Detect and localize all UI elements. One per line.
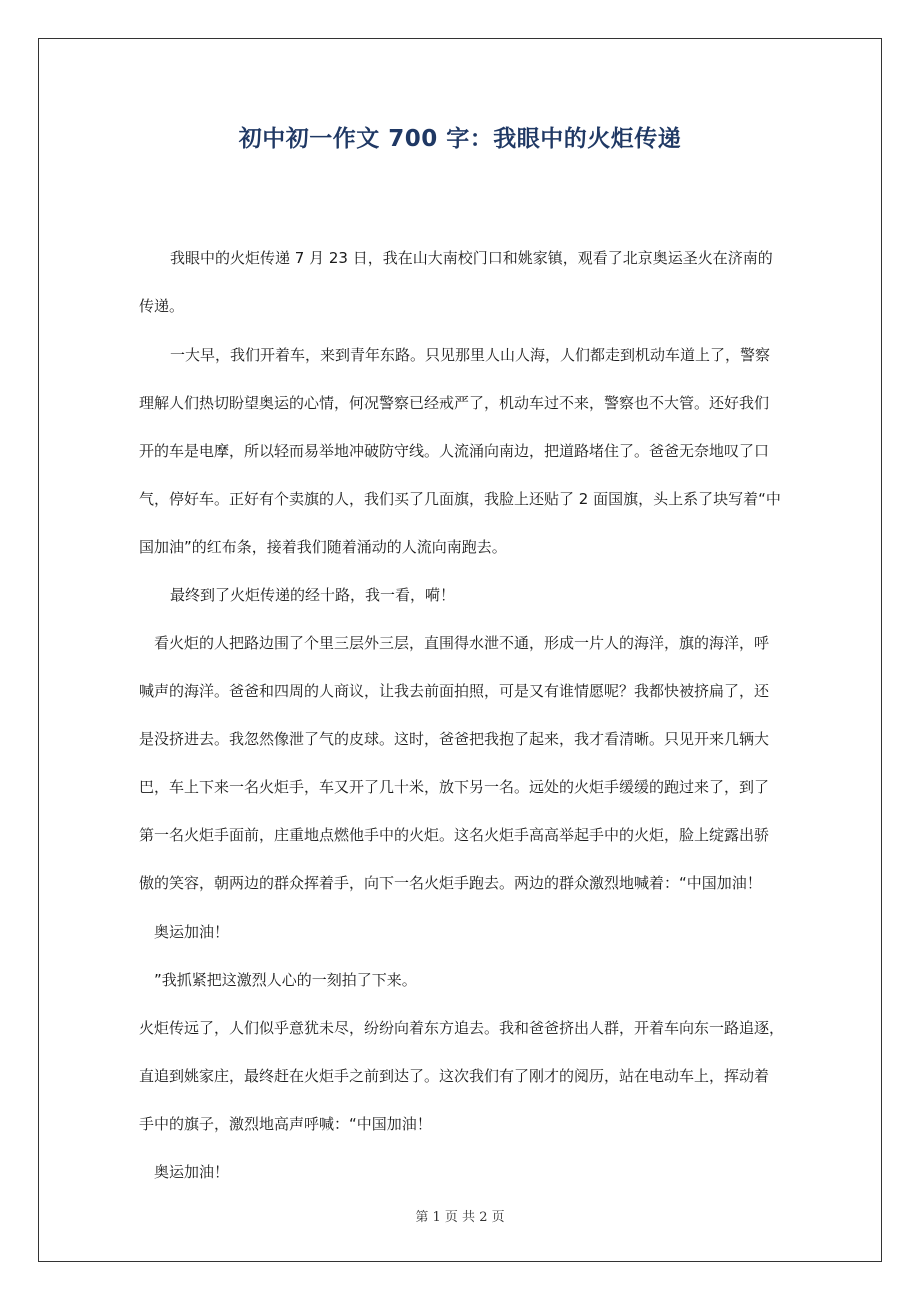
text-line: 巴，车上下来一名火炬手，车又开了几十米，放下另一名。远处的火炬手缓缓的跑过来了，到了 [139,778,770,796]
text-line: ”我抓紧把这激烈人心的一刻拍了下来。 [154,971,417,989]
text-line: 火炬传远了，人们似乎意犹未尽，纷纷向着东方追去。我和爸爸挤出人群，开着车向东一路追逐， [139,1019,785,1037]
text-line: 奥运加油！ [154,1163,230,1181]
text-line: 奥运加油！ [154,923,230,941]
text-line: 手中的旗子，激烈地高声呼喊：“中国加油！ [139,1115,432,1133]
text-line: 气，停好车。正好有个卖旗的人，我们买了几面旗，我脸上还贴了 2 面国旗，头上系了块写着“中 [139,490,781,508]
page-number-footer: 第 1 页 共 2 页 [415,1210,505,1225]
text-line: 喊声的海洋。爸爸和四周的人商议，让我去前面拍照，可是又有谁情愿呢？我都快被挤扁了，还 [139,682,770,700]
text-line: 开的车是电摩，所以轻而易举地冲破防守线。人流涌向南边，把道路堵住了。爸爸无奈地叹了口 [139,442,770,460]
text-line: 看火炬的人把路边围了个里三层外三层，直围得水泄不通，形成一片人的海洋，旗的海洋，呼 [154,634,770,652]
text-line: 我眼中的火炬传递 7 月 23 日，我在山大南校门口和姚家镇，观看了北京奥运圣火在济南的 [170,249,773,267]
text-line: 国加油”的红布条，接着我们随着涌动的人流向南跑去。 [139,538,507,556]
text-line: 最终到了火炬传递的经十路，我一看，嗬！ [170,586,456,604]
text-line: 直追到姚家庄，最终赶在火炬手之前到达了。这次我们有了刚才的阅历，站在电动车上，挥动着 [139,1067,770,1085]
text-line: 理解人们热切盼望奥运的心情，何况警察已经戒严了，机动车过不来，警察也不大管。还好我们 [139,394,770,412]
document-title: 初中初一作文 700 字：我眼中的火炬传递 [238,126,682,152]
text-line: 是没挤进去。我忽然像泄了气的皮球。这时，爸爸把我抱了起来，我才看清晰。只见开来几辆大 [139,730,770,748]
text-line: 傲的笑容，朝两边的群众挥着手，向下一名火炬手跑去。两边的群众激烈地喊着：“中国加油！ [139,874,762,892]
text-line: 传递。 [139,297,185,315]
text-line: 第一名火炬手面前，庄重地点燃他手中的火炬。这名火炬手高高举起手中的火炬，脸上绽露出骄 [139,826,770,844]
text-line: 一大早，我们开着车，来到青年东路。只见那里人山人海，人们都走到机动车道上了，警察 [170,346,771,364]
